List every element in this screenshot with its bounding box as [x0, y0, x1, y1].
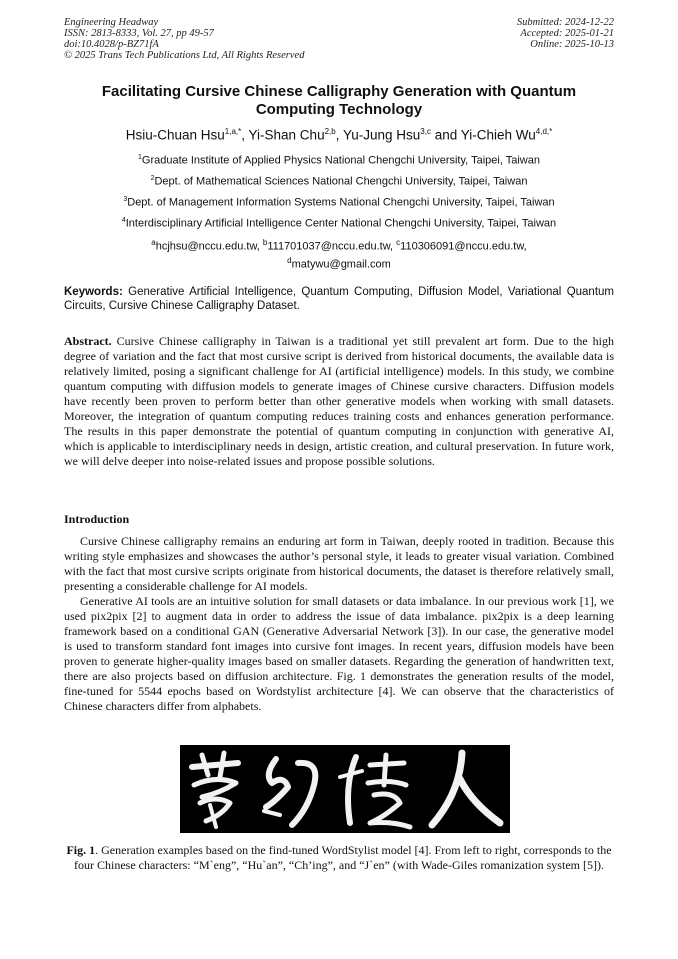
affiliation-3 [64, 193, 614, 210]
issn-line: ISSN: 2813-8333, Vol. 27, pp 49-57 [64, 28, 214, 39]
figure-caption-text: . Generation examples based on the find-tuned WordStylist model [4]. From left to right, corresponds to the four Chinese characters: “M`eng”, “Hu`an”, “Ch’ing”, and “J`en” (with Wade-Giles romanization system [5]). [74, 843, 612, 872]
accepted-date: Accepted: 2025-01-21 [520, 28, 614, 39]
figure-caption [64, 843, 614, 873]
author-separator: and [430, 127, 461, 143]
journal-name: Engineering Headway [64, 17, 159, 28]
figure-caption-label: Fig. 1 [66, 843, 96, 857]
abstract-text: Cursive Chinese calligraphy in Taiwan is a traditional yet still prevalent art form. Due to the high degree of variation and the fact that most cursive script is derived from historical documents, the available data is relatively limited, posing a significant challenge for AI (artificial intelligence) models. In this study, we combine quantum computing with diffusion models to generate images of Chinese cursive characters. Diffusion models have recently been proven to perform better than other generative models when working with small datasets. Moreover, the integration of quantum computing reduces training costs and enhances generation performance. The results in this paper demonstrate the potential of quantum computing in conjunction with generative AI, which is applicable to interdisciplinary needs in design, artistic creation, and cultural preservation. In future work, we will delve deeper into noise-related issues and propose possible solutions. [64, 334, 614, 468]
affiliation-4 [64, 214, 614, 231]
email-superscript: b [262, 238, 268, 247]
author-name: Yi-Shan Chu [248, 127, 325, 143]
abstract-block [64, 334, 614, 469]
cursive-character-3-glyph [340, 755, 410, 827]
intro-paragraph: Cursive Chinese calligraphy remains an enduring art form in Taiwan, deeply rooted in tradition. Because this writing style emphasizes and showcases the author’s personal style, it leads to greater visual variation. Combined with the fact that most cursive scripts originate from historical documents, the dataset is therefore relatively small, presenting a considerable challenge for AI models. [64, 534, 614, 593]
copyright-line: © 2025 Trans Tech Publications Ltd, All Rights Reserved [64, 50, 305, 61]
affiliation-text: Graduate Institute of Applied Physics National Chengchi University, Taipei, Taiwan [141, 154, 540, 167]
affiliation-text: Dept. of Management Information Systems National Chengchi University, Taipei, Taiwan [127, 196, 555, 209]
email-superscript: d [287, 255, 292, 265]
cursive-character-4-glyph [432, 753, 500, 825]
online-date: Online: 2025-10-13 [530, 39, 614, 50]
email-address: matywu@gmail.com [291, 258, 391, 271]
abstract-label: Abstract. [64, 334, 112, 348]
author-name: Yu-Jung Hsu [342, 127, 421, 143]
author-superscript: 1,a,* [224, 127, 242, 136]
email-address: 110306091@nccu.edu.tw, [400, 240, 527, 253]
doi-line: doi:10.4028/p-BZ71fA [64, 39, 159, 50]
keywords-text: Generative Artificial Intelligence, Quantum Computing, Diffusion Model, Variational Quantum Circuits, Cursive Chinese Calligraphy Dataset. [64, 286, 614, 312]
author-list [64, 127, 614, 143]
paper-title: Facilitating Cursive Chinese Calligraphy Generation with Quantum Computing Technology [101, 83, 577, 118]
header-left [64, 17, 304, 61]
affiliation-2 [64, 172, 614, 189]
calligraphy-strokes [180, 745, 510, 833]
affiliation-superscript: 3 [123, 196, 128, 203]
email-superscript: c [396, 238, 401, 247]
affiliation-superscript: 2 [150, 175, 155, 182]
cursive-character-2-glyph [264, 759, 315, 825]
author-superscript: 4,d,* [535, 127, 553, 136]
author-name: Yi-Chieh Wu [460, 127, 536, 143]
affiliation-superscript: 4 [121, 217, 126, 224]
author-name: Hsiu-Chuan Hsu [125, 127, 225, 143]
author-superscript: 3,c [420, 127, 431, 136]
author-superscript: 2,b [324, 127, 336, 136]
email-superscript: a [151, 238, 156, 247]
introduction-body [64, 534, 614, 714]
cursive-character-1-glyph [192, 753, 238, 827]
calligraphy-figure-image [180, 745, 510, 833]
affiliation-1 [64, 151, 614, 168]
email-list [64, 236, 614, 271]
author-separator: , [335, 127, 343, 143]
affiliation-superscript: 1 [138, 154, 142, 161]
introduction-heading: Introduction [64, 512, 130, 526]
submitted-date: Submitted: 2024-12-22 [516, 17, 614, 28]
email-address: 111701037@nccu.edu.tw, [267, 240, 397, 253]
intro-paragraph: Generative AI tools are an intuitive solution for small datasets or data imbalance. In our previous work [1], we used pix2pix [2] to augment data in order to address the issue of data imbalance. pix2pix is a deep learning framework based on a conditional GAN (Generative Adversarial Network [3]). In our case, the generative model is used to transform standard font images into cursive font images. In recent years, diffusion models have been proven to generate higher-quality images based on smaller datasets. Regarding the generation of handwritten text, there are also projects based on diffusion architecture. Fig. 1 demonstrates the generation results of the model, fine-tuned for 5544 epochs based on Wordstylist architecture [4]. We can observe that the characteristics of Chinese characters differ from alphabets. [64, 594, 614, 713]
keywords-label: Keywords: [64, 286, 123, 298]
affiliation-text: Dept. of Mathematical Sciences National Chengchi University, Taipei, Taiwan [154, 175, 528, 188]
keywords-block [64, 285, 614, 313]
email-address: hcjhsu@nccu.edu.tw, [155, 240, 263, 253]
author-separator: , [241, 127, 249, 143]
header-right [517, 17, 614, 50]
affiliation-text: Interdisciplinary Artificial Intelligence Center National Chengchi University, Taipei, Taiwan [125, 217, 557, 230]
